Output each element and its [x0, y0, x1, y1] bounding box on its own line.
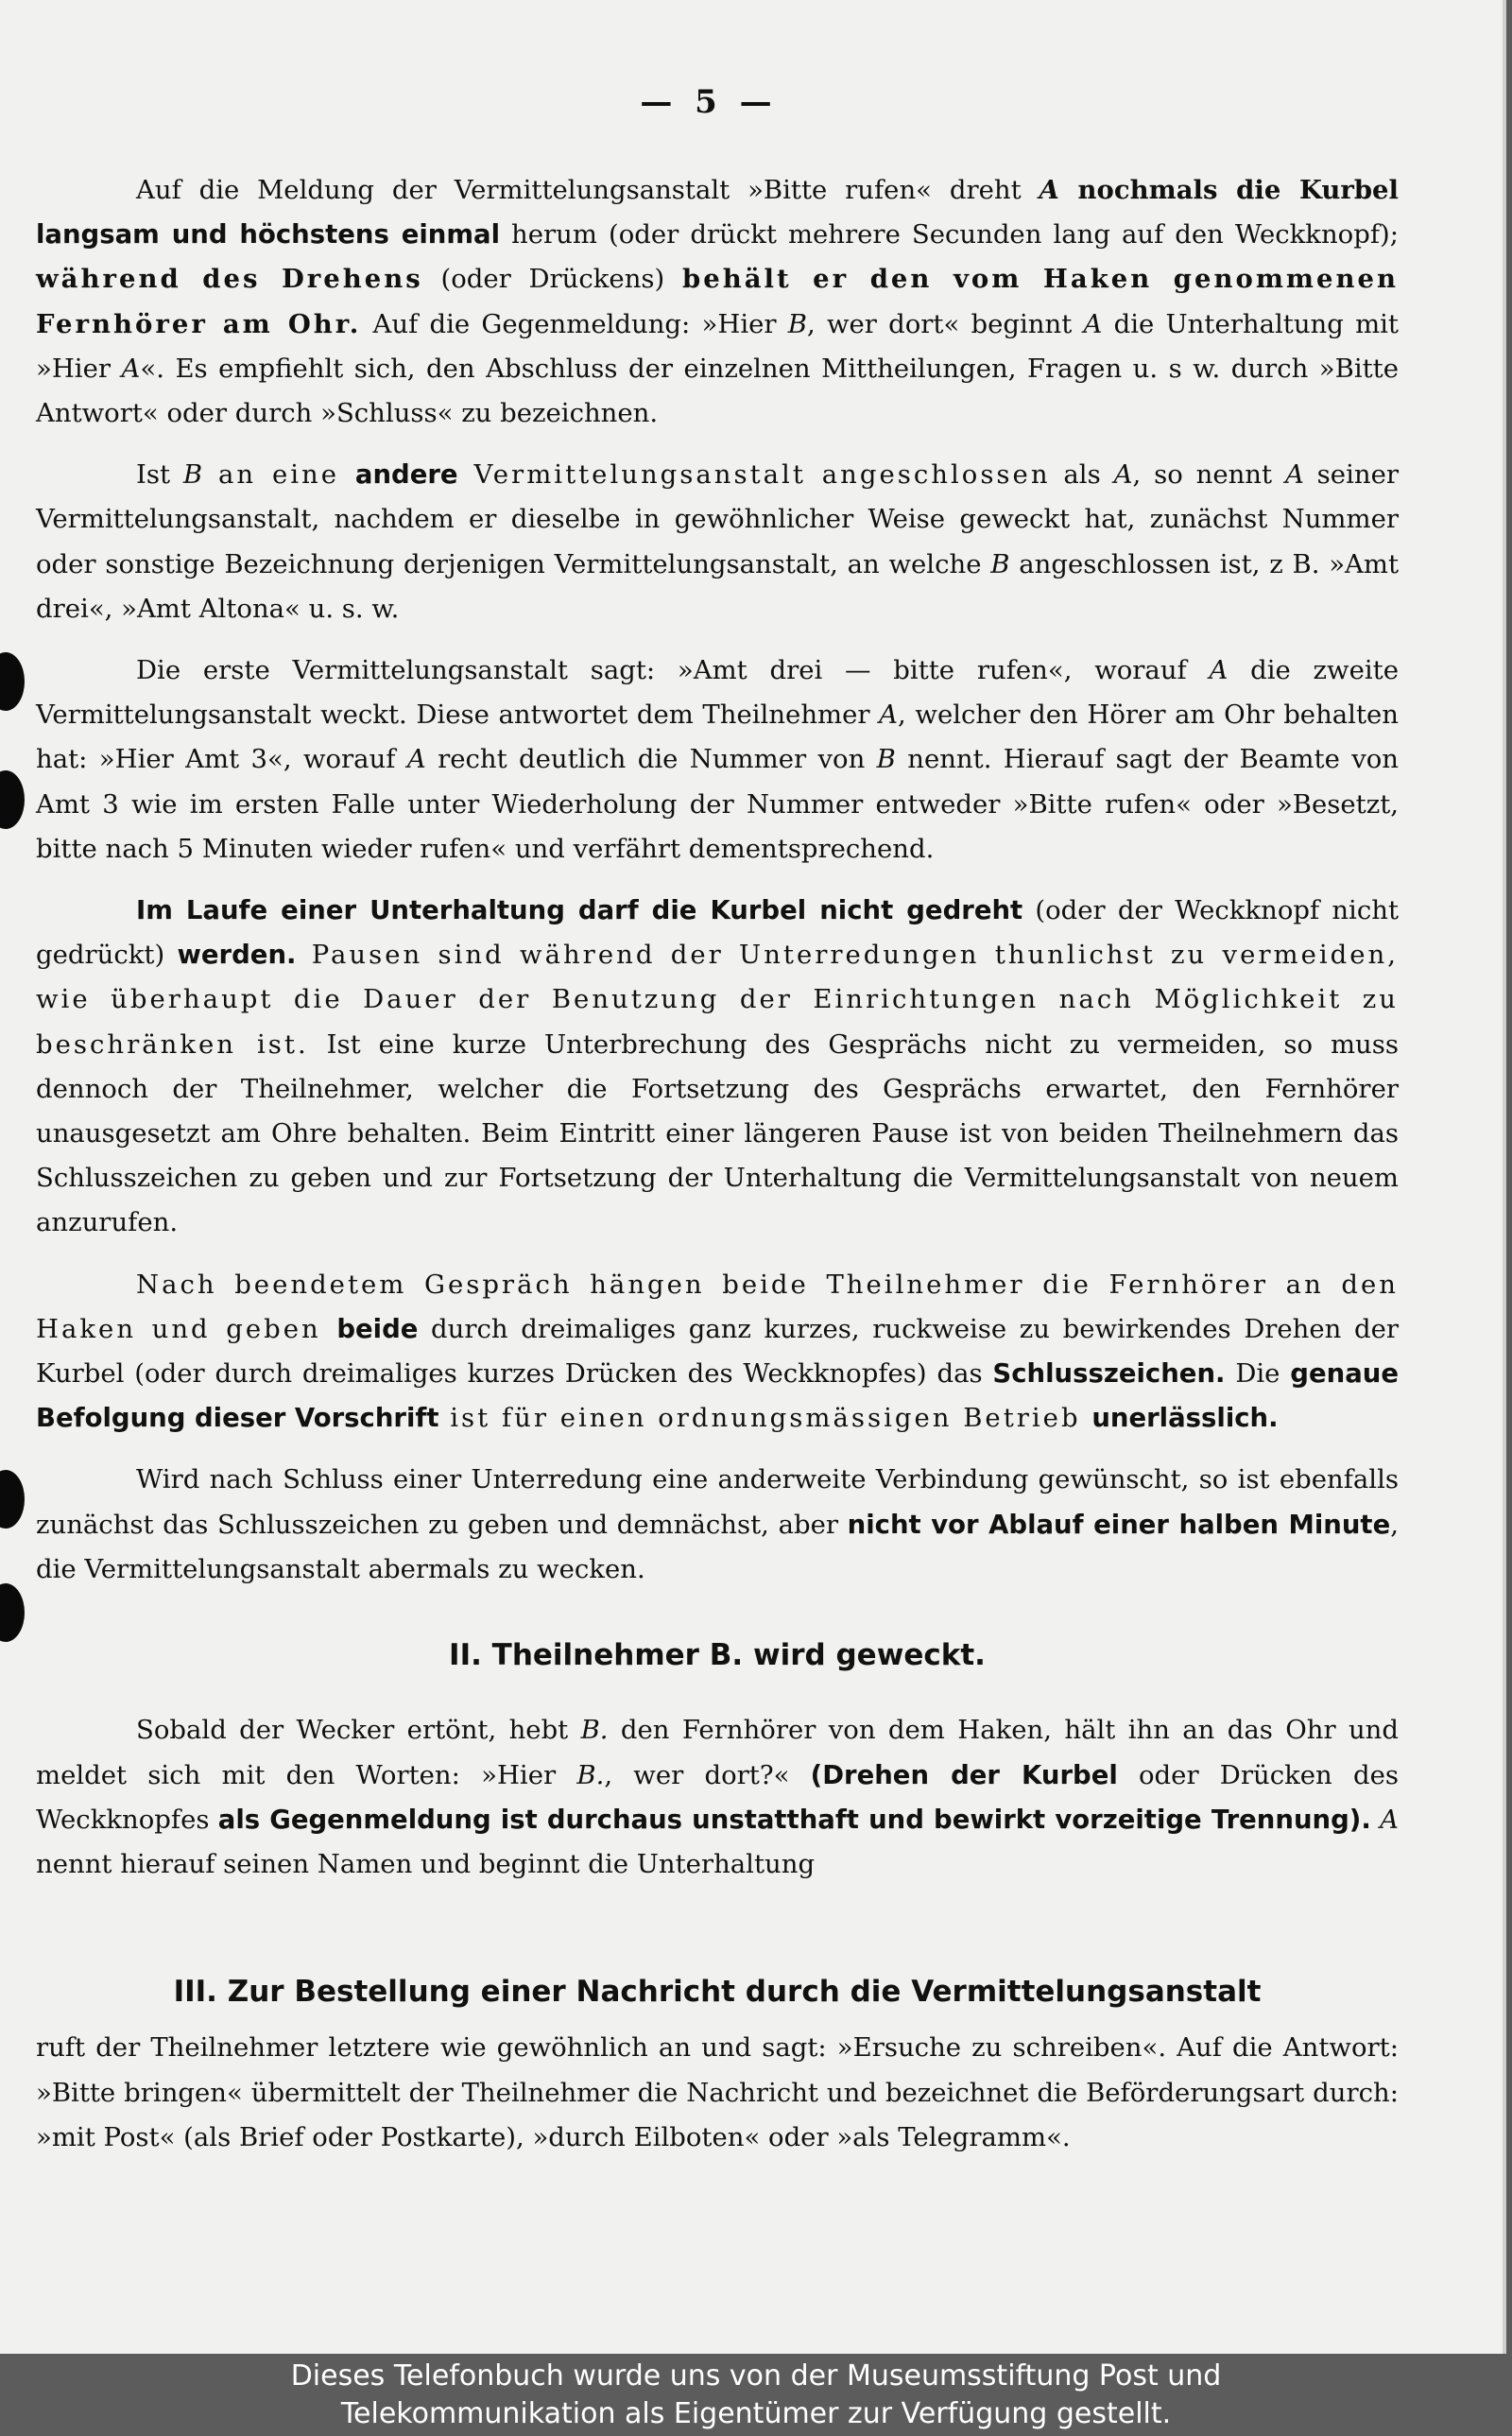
section-heading: II. Theilnehmer B. wird geweckt. [449, 1638, 986, 1673]
paragraph: Nach beendetem Gespräch hängen beide Theilnehmer die Fernhörer an den Haken und geben beide durch dreimaliges ganz kurzes, ruckweise zu bewirkendes Drehen der Kurbel (oder durch dreimaliges kurzes Drücken des Weckknopfes) das Schlusszeichen. Die genaue Befolgung dieser Vorschrift ist für einen ordnungsmässigen Betrieb unerlässlich. [36, 1269, 1399, 1434]
paragraph: Im Laufe einer Unterhaltung darf die Kurbel nicht gedreht (oder der Weckknopf nicht gedrückt) werden. Pausen sind während der Unterredungen thunlichst zu vermeiden, wie überhaupt die Dauer der Benutzung der Einrichtungen nach Möglichkeit zu beschränken ist. Ist eine kurze Unterbrechung des Gesprächs nicht zu vermeiden, so muss dennoch der Theilnehmer, welcher die Fortsetzung des Gesprächs erwartet, den Fernhörer unausgesetzt am Ohre behalten. Beim Eintritt einer längeren Pause ist von beiden Theilnehmern das Schlusszeichen zu geben und zur Fortsetzung der Unterhaltung die Vermittelungsanstalt von neuem anzurufen. [36, 895, 1400, 1238]
document-body [36, 168, 1399, 2177]
punch-hole [0, 770, 25, 829]
paragraph: Auf die Meldung der Vermittelungsanstalt »Bitte rufen« dreht A nochmals die Kurbel langsam und höchstens einmal herum (oder drückt mehrere Secunden lang auf den Weckknopf); während des Drehens (oder Drückens) behält er den vom Haken genommenen Fernhörer am Ohr. Auf die Gegenmeldung: »Hier B, wer dort« beginnt A die Unterhaltung mit »Hier A«. Es empfiehlt sich, den Abschluss der einzelnen Mittheilungen, Fragen u. s w. durch »Bitte Antwort« oder durch »Schluss« zu bezeichnen. [36, 175, 1400, 429]
paragraph: Wird nach Schluss einer Unterredung eine anderweite Verbindung gewünscht, so ist ebenfalls zunächst das Schlusszeichen zu geben und demnächst, aber nicht vor Ablauf einer halben Minute, die Vermittelungsanstalt abermals zu wecken. [36, 1464, 1399, 1584]
footer-line: Dieses Telefonbuch wurde uns von der Museumsstiftung Post und [290, 2358, 1222, 2393]
page-number: — 5 — [640, 83, 778, 121]
paragraph: Die erste Vermittelungsanstalt sagt: »Amt drei — bitte rufen«, worauf A die zweite Vermittelungsanstalt weckt. Diese antwortet dem Theilnehmer A, welcher den Hörer am Ohr behalten hat: »Hier Amt 3«, worauf A recht deutlich die Nummer von B nennt. Hierauf sagt der Beamte von Amt 3 wie im ersten Falle unter Wiederholung der Nummer entweder »Bitte rufen« oder »Besetzt, bitte nach 5 Minuten wieder rufen« und verfährt dementsprechend. [36, 655, 1400, 864]
punch-hole [0, 652, 25, 711]
footer-line: Telekommunikation als Eigentümer zur Verfügung gestellt. [340, 2396, 1172, 2430]
paragraph: Sobald der Wecker ertönt, hebt B. den Fernhörer von dem Haken, hält ihn an das Ohr und meldet sich mit den Worten: »Hier B., wer dort?« (Drehen der Kurbel oder Drücken des Weckknopfes als Gegenmeldung ist durchaus unstatthaft und bewirkt vorzeitige Trennung). A nennt hierauf seinen Namen und beginnt die Unterhaltung [36, 1715, 1399, 1879]
punch-hole [0, 1583, 25, 1642]
section-heading: III. Zur Bestellung einer Nachricht durch die Vermittelungsanstalt [173, 1975, 1262, 2010]
paragraph: Ist B an eine andere Vermittelungsanstalt angeschlossen als A, so nennt A seiner Vermittelungsanstalt, nachdem er dieselbe in gewöhnlicher Weise geweckt hat, zunächst Nummer oder sonstige Bezeichnung derjenigen Vermittelungsanstalt, an welche B angeschlossen ist, z B. »Amt drei«, »Amt Altona« u. s. w. [36, 459, 1400, 624]
paragraph: ruft der Theilnehmer letztere wie gewöhnlich an und sagt: »Ersuche zu schreiben«. Auf die Antwort: »Bitte bringen« übermittelt der Theilnehmer die Nachricht und bezeichnet die Beförderungsart durch: »mit Post« (als Brief oder Postkarte), »durch Eilboten« oder »als Telegramm«. [36, 2032, 1399, 2152]
attribution-footer [0, 2354, 1512, 2436]
punch-hole [0, 1470, 25, 1529]
